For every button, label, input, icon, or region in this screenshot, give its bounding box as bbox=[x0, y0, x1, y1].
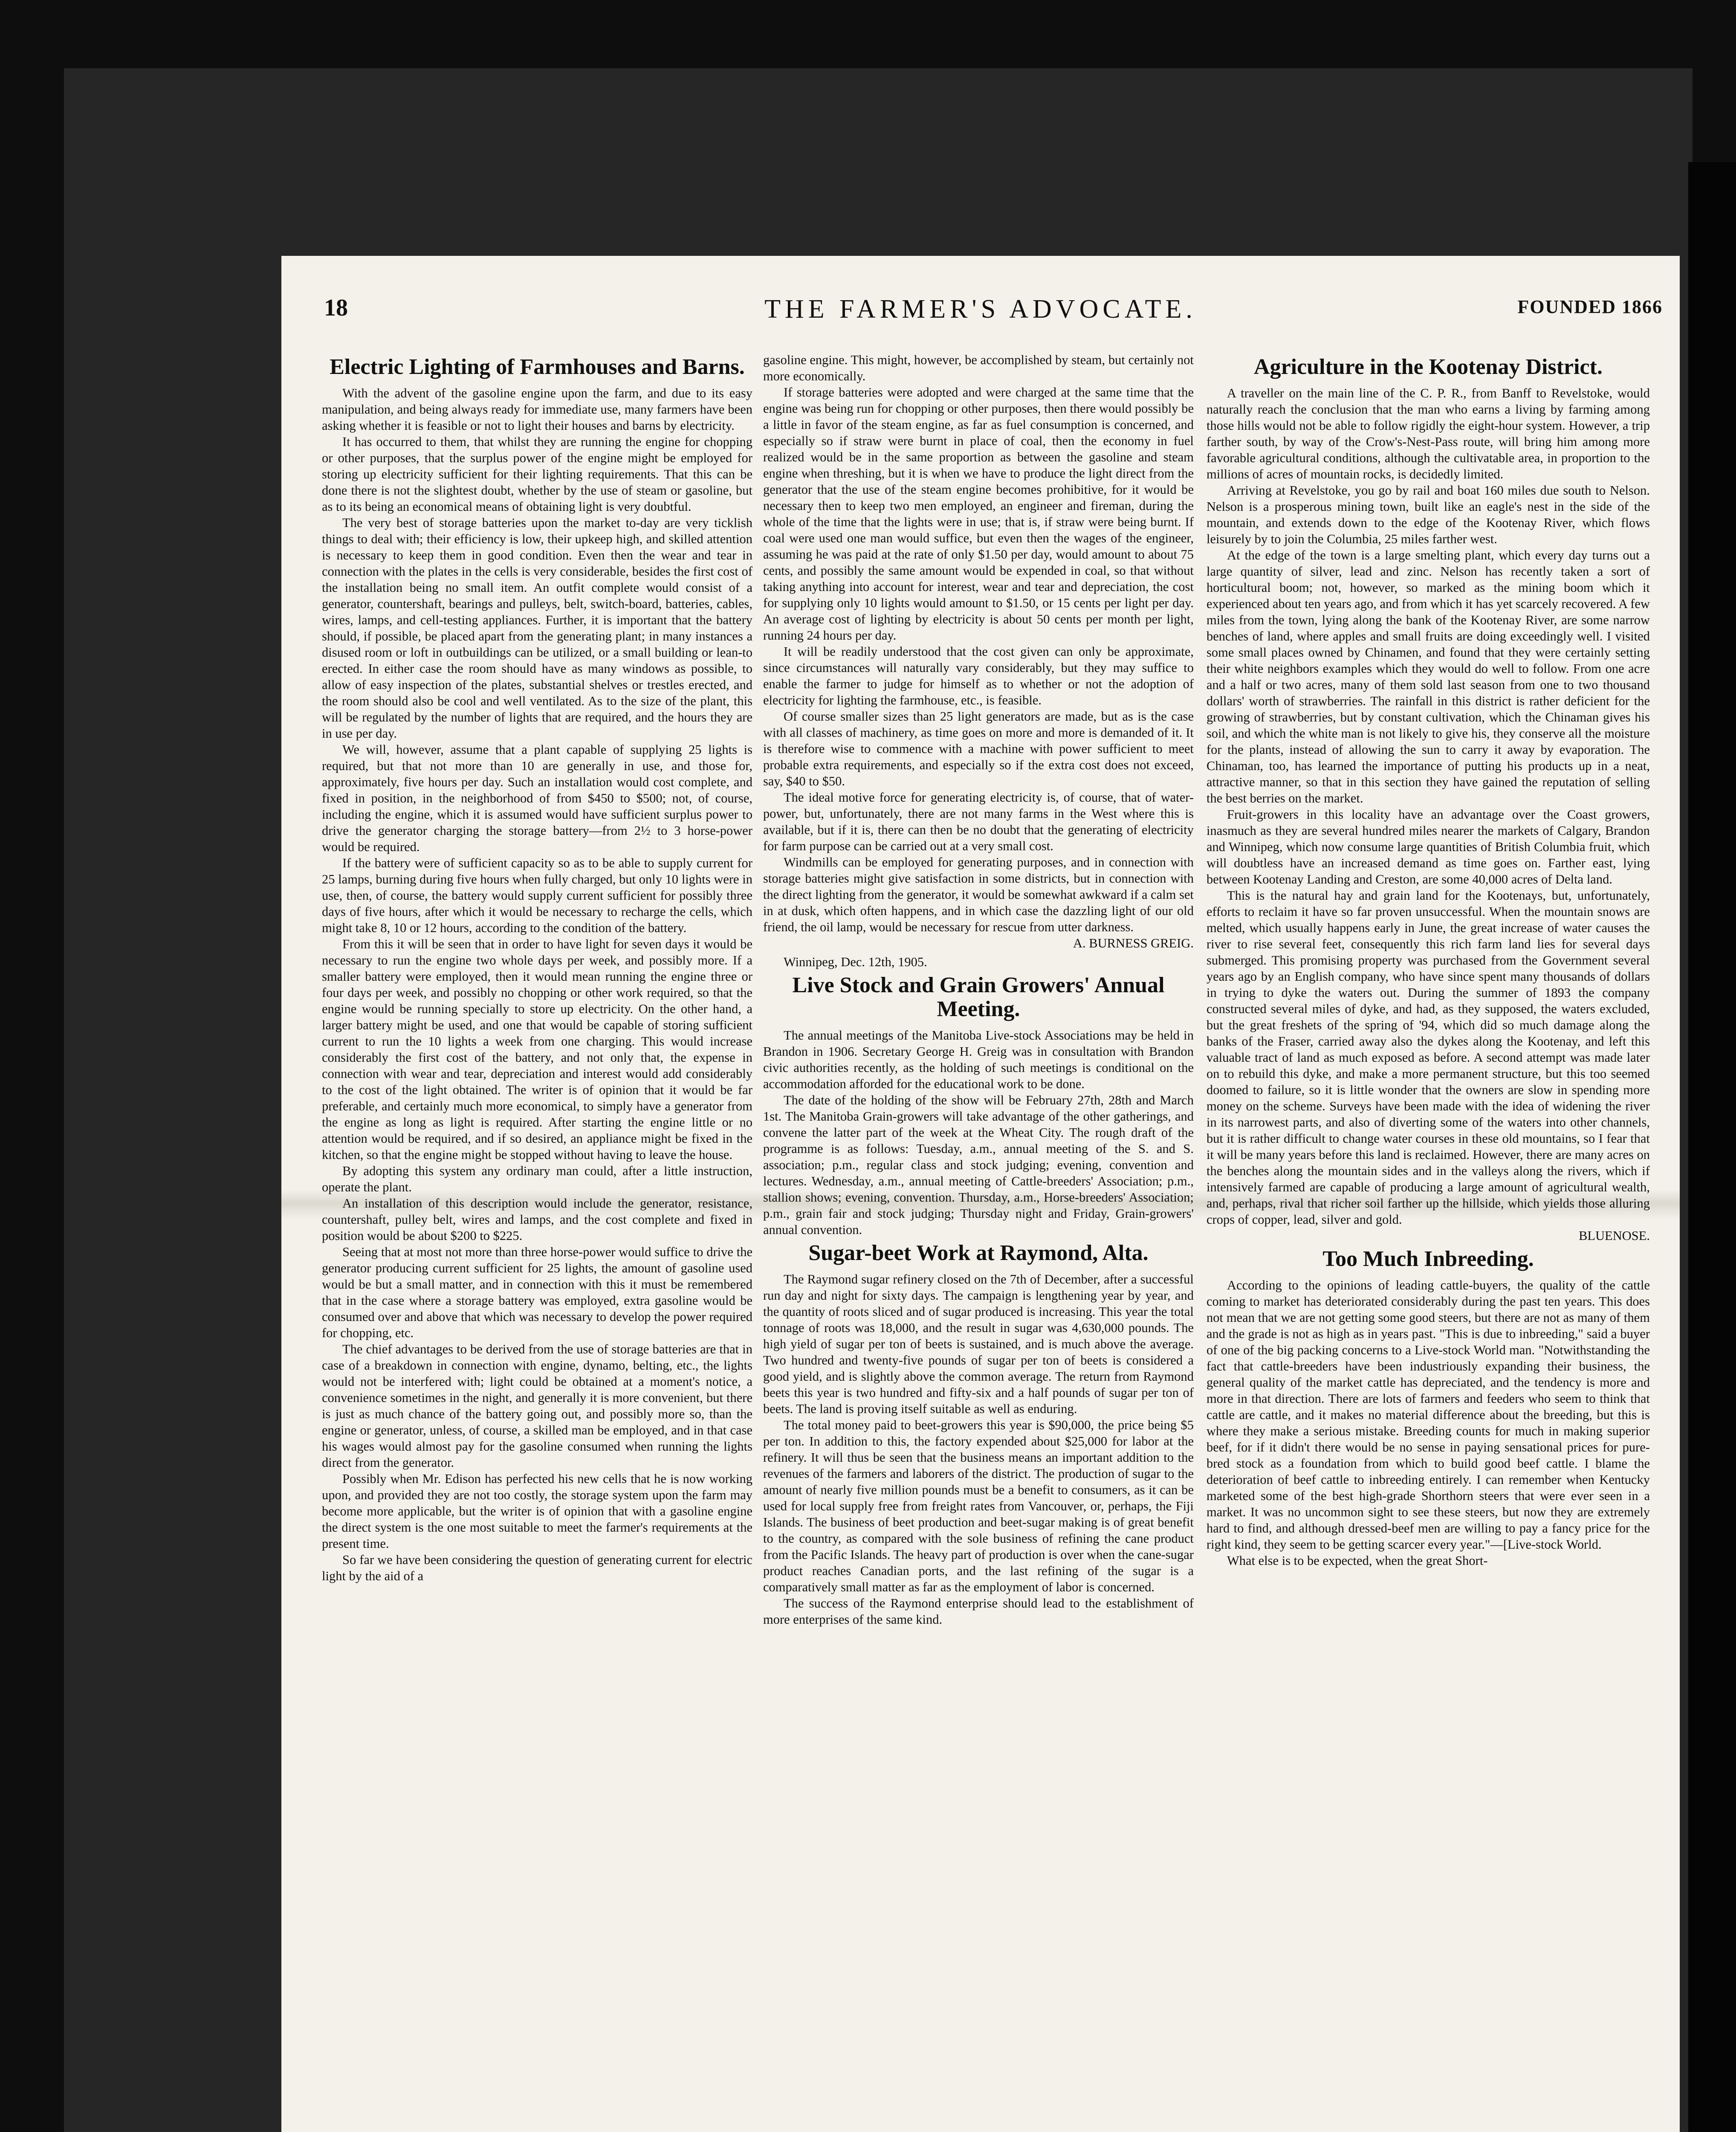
paragraph: The date of the holding of the show will be February 27th, 28th and March 1st. The Manitoba Grain-growers will take advantage of the other gatherings, and convene the latter part of the week at the Wheat City. The rough draft of the programme is as follows: Tuesday, a.m., annual meeting of the S. and S. association; p.m., regular class and stock judging; evening, convention and lectures. Wednesday, a.m., annual meeting of Cattle-breeders' Association; p.m., stallion shows; evening, convention. Thursday, a.m., Horse-breeders' Association; p.m., grain fair and stock judging; Thursday night and Friday, Grain-growers' annual convention. bbox=[763, 1093, 1194, 1237]
paragraph: It will be readily understood that the cost given can only be approximate, since circumstances will naturally vary considerably, but they may suffice to enable the farmer to judge for himself as to whether or not the adoption of electricity for lighting the farmhouse, etc., is feasible. bbox=[763, 644, 1194, 707]
paragraph: At the edge of the town is a large smelting plant, which every day turns out a large quantity of silver, lead and zinc. Nelson has recently taken a sort of horticultural boom; not, however, so marked as the mining boom which it experienced about ten years ago, and from which it has yet scarcely recovered. A few miles from the town, lying along the bank of the Kootenay River, are some narrow benches of land, where apples and small fruits are doing exceedingly well. I visited some small places owned by Chinamen, and found that they were certainly setting their white neighbors examples which they would do well to follow. From one acre and a half or two acres, many of them sold last season from one to two thousand dollars' worth of strawberries. The rainfall in this district is rather deficient for the growing of strawberries, but by constant cultivation, which the Chinaman gives his soil, and which the white man is not likely to give his, they conserve all the moisture for the plants, instead of allowing the sun to carry it away by evaporation. The Chinaman, too, has learned the importance of putting his products up in a neat, attractive manner, so that in this section they have gained the reputation of selling the best berries on the market. bbox=[1207, 548, 1650, 805]
article-title-live-stock-meeting: Live Stock and Grain Growers' Annual Meeting. bbox=[792, 973, 1165, 1021]
paragraph: The success of the Raymond enterprise should lead to the establishment of more enterprises of the same kind. bbox=[763, 1596, 1194, 1627]
paragraph: If storage batteries were adopted and were charged at the same time that the engine was being run for chopping or other purposes, then there would possibly be a little in favor of the steam engine, as far as fuel consumption is concerned, and especially so if straw were burnt in place of coal, then the economy in fuel realized would be in the same proportion as between the gasoline and steam engine when threshing, but it is when we have to produce the light direct from the generator that the use of the steam engine becomes prohibitive, for it would be necessary then to keep two men employed, an engineer and fireman, during the whole of the time that the lights were in use; that is, if straw were being burnt. If coal were used one man would suffice, but even then the wages of the engineer, assuming he was paid at the rate of only $1.50 per day, would amount to about 75 cents, and possibly the same amount would be expended in coal, so that without taking anything into account for interest, wear and tear and depreciation, the cost for supplying only 10 lights would amount to $1.50, or 15 cents per light per day. An average cost of lighting by electricity is about 50 cents per month per light, running 24 hours per day. bbox=[763, 385, 1194, 643]
article-title-inbreeding: Too Much Inbreeding. bbox=[1322, 1247, 1534, 1271]
page-number: 18 bbox=[324, 295, 348, 321]
paragraph: Fruit-growers in this locality have an advantage over the Coast growers, inasmuch as they are several hundred miles nearer the markets of Calgary, Brandon and Winnipeg, which now consume large quantities of British Columbia fruit, which will doubtless have an increased demand as time goes on. Farther east, lying between Kootenay Landing and Creston, are some 40,000 acres of Delta land. bbox=[1207, 807, 1650, 886]
paragraph: With the advent of the gasoline engine upon the farm, and due to its easy manipulation, and being always ready for immediate use, many farmers have been asking whether it is feasible or not to light their houses and barns by electricity. bbox=[322, 386, 752, 433]
column-2 bbox=[763, 352, 1194, 1628]
page-header bbox=[281, 294, 1680, 328]
scan-edge-shadow bbox=[1688, 162, 1736, 2132]
paragraph: What else is to be expected, when the great Short- bbox=[1227, 1553, 1488, 1568]
paragraph: By adopting this system any ordinary man could, after a little instruction, operate the plant. bbox=[322, 1164, 752, 1194]
paragraph: Arriving at Revelstoke, you go by rail and boat 160 miles due south to Nelson. Nelson is a prosperous mining town, built like an eagle's nest in the side of the mountain, and extends down to the edge of the Kootenay River, which flows leisurely by to join the Columbia, 25 miles farther west. bbox=[1207, 483, 1650, 546]
paragraph: According to the opinions of leading cattle-buyers, the quality of the cattle coming to market has deteriorated considerably during the past ten years. This does not mean that we are not getting some good steers, but there are not as many of them and the grade is not as high as in years past. "This is due to inbreeding," said a buyer of one of the big packing concerns to a Live-stock World man. "Notwithstanding the fact that cattle-breeders have been industriously expanding their business, the general quality of the market cattle has depreciated, and the tendency is more and more in that direction. There are lots of farmers and feeders who seem to think that cattle are cattle, and it makes no material difference about the breeding, but this is where they make a serious mistake. Breeding counts for much in making superior beef, for if it didn't there would be no sense in paying sensational prices for pure-bred stock as a foundation from which to build good beef cattle. I blame the deterioration of beef cattle to inbreeding entirely. I can remember when Kentucky marketed some of the best high-grade Shorthorn steers that were ever seen in a market. It was no uncommon sight to see these steers, but now they are extremely hard to find, and although dressed-beef men are willing to pay a fancy price for the right kind, they seem to be getting scarcer every year."—[Live-stock World. bbox=[1207, 1278, 1650, 1552]
paragraph: Windmills can be employed for generating purposes, and in connection with storage batteries might give satisfaction in some districts, but in connection with the direct lighting from the generator, it would be somewhat awkward if a calm set in at dusk, which often happens, and in which case the dazzling light of our old friend, the oil lamp, would be necessary for rescue from utter darkness. bbox=[763, 855, 1194, 934]
paragraph: The annual meetings of the Manitoba Live-stock Associations may be held in Brandon in 1906. Secretary George H. Greig was in consultation with Brandon civic authorities recently, as the holding of such meetings is conditional on the accommodation afforded for the educational work to be done. bbox=[763, 1028, 1194, 1091]
masthead-title: THE FARMER'S ADVOCATE. bbox=[764, 295, 1197, 324]
author-signature: BLUENOSE. bbox=[1579, 1228, 1650, 1243]
dateline: Winnipeg, Dec. 12th, 1905. bbox=[784, 955, 927, 969]
paragraph: We will, however, assume that a plant capable of supplying 25 lights is required, but that not more than 10 are generally in use, and those for, approximately, five hours per day. Such an installation would cost complete, and fixed in position, in the neighborhood of from $450 to $500; not, of course, including the engine, which it is assumed would have sufficient surplus power to drive the generator charging the storage battery—from 2½ to 3 horse-power would be required. bbox=[322, 742, 752, 854]
paragraph: So far we have been considering the question of generating current for electric light by the aid of a bbox=[322, 1553, 752, 1583]
paragraph: This is the natural hay and grain land for the Kootenays, but, unfortunately, efforts to reclaim it have so far proven unsuccessful. When the mountain snows are melted, which usually happens early in June, the great increase of water causes the river to rise several feet, consequently this rich farm land lies for several days submerged. This promising property was purchased from the Government several years ago by an English company, who have since spent many thousands of dollars in trying to dyke the waters out. During the summer of 1893 the company constructed several miles of dyke, and had, as they supposed, the waters excluded, but the great freshets of the spring of '94, which did so much damage along the banks of the Fraser, carried away also the dykes along the Kootenay, and left this valuable tract of land as much exposed as before. A second attempt was made later on to rebuild this dyke, and make a more permanent structure, but this too seemed doomed to failure, so it is little wonder that the owners are slow in spending more money on the scheme. Surveys have been made with the idea of widening the river in its narrowest parts, and also of diverting some of the waters into other channels, but it is rather difficult to change water courses in these old mountains, so I fear that it will be many years before this land is reclaimed. However, there are many acres on the benches along the mountain sides and in the valleys along the rivers, which if intensively farmed are capable of producing a large amount of agricultural wealth, and, perhaps, rival that richer soil farther up the hillside, which yields those alluring crops of copper, lead, silver and gold. bbox=[1207, 888, 1650, 1227]
paragraph: A traveller on the main line of the C. P. R., from Banff to Revelstoke, would naturally reach the conclusion that the man who earns a living by farming among those hills would not be able to follow rigidly the eight-hour system. However, a trip farther south, by way of the Crow's-Nest-Pass route, will bring him among more favorable agricultural conditions, although the cultivatable area, in proportion to the millions of acres of mountain rocks, is decidedly limited. bbox=[1207, 386, 1650, 481]
paragraph: It has occurred to them, that whilst they are running the engine for chopping or other purposes, that the surplus power of the engine might be employed for storing up electricity sufficient for their lighting requirements. That this can be done there is not the slightest doubt, whether by the use of steam or gasoline, but as to its being an economical means of obtaining light is very doubtful. bbox=[322, 435, 752, 514]
paragraph: From this it will be seen that in order to have light for seven days it would be necessary to run the engine two whole days per week, and possibly more. If a smaller battery were employed, then it would mean running the engine three or four days per week, and possibly no chopping or other work required, so that the engine would be running specially to store up electricity. On the other hand, a larger battery might be used, and one that would be capable of storing sufficient current to run the 10 lights a week from one charging. This would increase considerably the first cost of the battery, and not only that, the expense in connection with wear and tear, depreciation and interest would add considerably to the cost of the light obtained. The writer is of opinion that it would be far preferable, and certainly much more economical, to simply have a generator from the engine as long as light is required. After starting the engine little or no attention would be required, and if so desired, an appliance might be fixed in the kitchen, so that the engine might be stopped without having to leave the house. bbox=[322, 937, 752, 1162]
article-title-electric-lighting: Electric Lighting of Farmhouses and Barns. bbox=[330, 355, 745, 379]
paragraph: Of course smaller sizes than 25 light generators are made, but as is the case with all classes of machinery, as time goes on more and more is demanded of it. It is therefore wise to commence with a machine with power sufficient to meet probable extra requirements, and especially so if the extra cost does not exceed, say, $40 to $50. bbox=[763, 709, 1194, 788]
newspaper-page bbox=[281, 256, 1680, 2132]
article-title-kootenay: Agriculture in the Kootenay District. bbox=[1254, 355, 1603, 379]
article-title-sugar-beet: Sugar-beet Work at Raymond, Alta. bbox=[808, 1241, 1149, 1265]
founded-date: FOUNDED 1866 bbox=[1517, 296, 1663, 317]
paragraph: An installation of this description would include the generator, resistance, countershaft, pulley belt, wires and lamps, and the cost complete and fixed in position would be about $200 to $225. bbox=[322, 1196, 752, 1243]
paragraph: If the battery were of sufficient capacity so as to be able to supply current for 25 lamps, burning during five hours when fully charged, but only 10 lights were in use, then, of course, the battery would supply current sufficient for possibly three days of five hours, after which it would be necessary to recharge the cells, which might take 8, 10 or 12 hours, according to the condition of the battery. bbox=[322, 856, 752, 935]
paragraph: Possibly when Mr. Edison has perfected his new cells that he is now working upon, and provided they are not too costly, the storage system upon the farm may become more applicable, but the writer is of opinion that with a gasoline engine the direct system is the one most suitable to meet the farmer's requirements at the present time. bbox=[322, 1472, 752, 1551]
column-3 bbox=[1207, 352, 1650, 1569]
author-signature: A. BURNESS GREIG. bbox=[1073, 936, 1194, 950]
paragraph: The very best of storage batteries upon the market to-day are very ticklish things to deal with; their efficiency is low, their upkeep high, and skilled attention is necessary to keep them in good condition. Even then the wear and tear in connection with the plates in the cells is very considerable, besides the first cost of the installation being no small item. An outfit complete would consist of a generator, countershaft, bearings and pulleys, belt, switch-board, batteries, cables, wires, lamps, and cell-testing appliances. Further, it is important that the battery should, if possible, be placed apart from the generating plant; in many instances a disused room or loft in outbuildings can be utilized, or a small building or lean-to erected. In either case the room should have as many windows as possible, to allow of easy inspection of the plates, substantial shelves or trestles erected, and the room should also be cool and well ventilated. As to the size of the plant, this will be regulated by the number of lights that are required, and the hours they are in use per day. bbox=[322, 516, 752, 741]
paragraph: The total money paid to beet-growers this year is $90,000, the price being $5 per ton. In addition to this, the factory expended about $25,000 for labor at the refinery. It will thus be seen that the business means an important addition to the revenues of the farmers and laborers of the district. The production of sugar to the amount of nearly five million pounds must be a benefit to consumers, as it can be used for local supply free from freight rates from Vancouver, or, perhaps, the Fiji Islands. The business of beet production and beet-sugar making is of great benefit to the country, as compared with the sole business of refining the cane product from the Pacific Islands. The heavy part of production is over when the cane-sugar product reaches Canadian ports, and the last refining of the sugar is a comparatively small matter as far as the employment of labor is concerned. bbox=[763, 1418, 1194, 1594]
paragraph: The Raymond sugar refinery closed on the 7th of December, after a successful run day and night for sixty days. The campaign is lengthening year by year, and the quantity of roots sliced and of sugar produced is increasing. This year the total tonnage of roots was 18,000, and the result in sugar was 4,630,000 pounds. The high yield of sugar per ton of beets is sustained, and is much above the average. Two hundred and twenty-five pounds of sugar per ton of beets is considered a good yield, and is slightly above the common average. The return from Raymond beets this year is two hundred and fifty-six and a half pounds of sugar per ton of beets. The land is proving itself suitable as well as enduring. bbox=[763, 1272, 1194, 1416]
paragraph: Seeing that at most not more than three horse-power would suffice to drive the generator producing current sufficient for 25 lights, the amount of gasoline used would be but a small matter, and in connection with this it must be remembered that in the case where a storage battery was employed, extra gasoline would be consumed over and above that which was necessary to develop the power required for chopping, etc. bbox=[322, 1245, 752, 1340]
paragraph: The ideal motive force for generating electricity is, of course, that of water-power, but, unfortunately, there are not many farms in the West where this is available, but if it is, there can then be no doubt that the generating of electricity for farm purpose can be carried out at a very small cost. bbox=[763, 790, 1194, 853]
paragraph: The chief advantages to be derived from the use of storage batteries are that in case of a breakdown in connection with engine, dynamo, belting, etc., the lights would not be interfered with; light could be obtained at a moment's notice, a convenience sometimes in the night, and generally it is more convenient, but there is just as much chance of the battery going out, and possibly more so, than the engine or generator, unless, of course, a skilled man be employed, and in that case his wages would almost pay for the gasoline consumed when running the lights direct from the generator. bbox=[322, 1342, 752, 1470]
paragraph: gasoline engine. This might, however, be accomplished by steam, but certainly not more economically. bbox=[763, 353, 1194, 383]
column-1 bbox=[322, 352, 752, 1584]
